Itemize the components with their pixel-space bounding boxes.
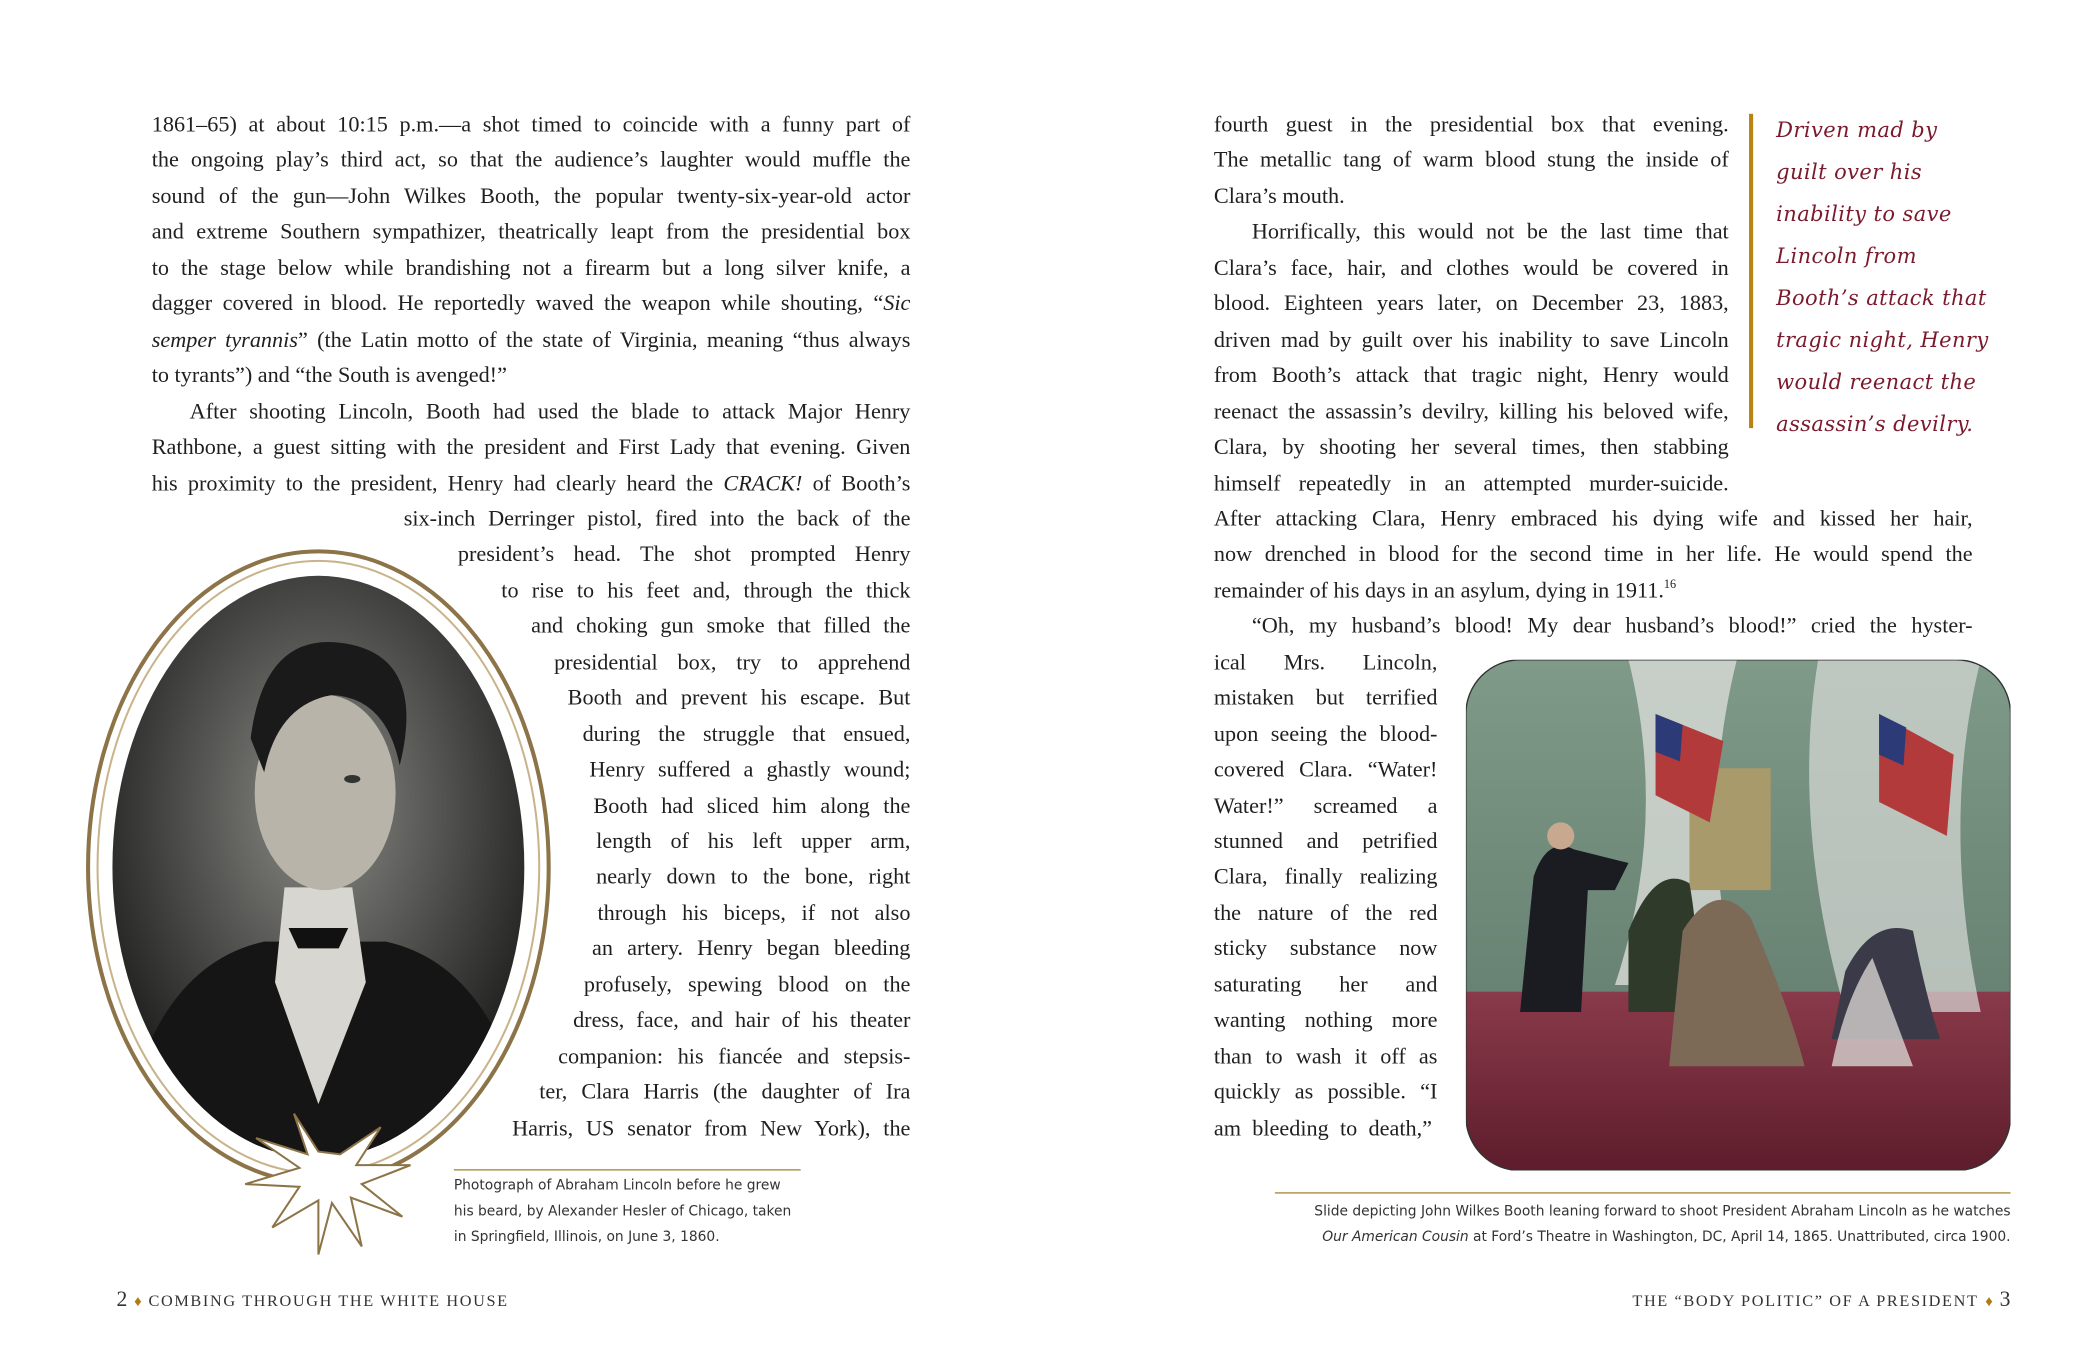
text-line — [573, 1007, 910, 1034]
text-line — [1214, 720, 1438, 747]
text-line — [1214, 1079, 1438, 1106]
text-line — [152, 326, 911, 353]
text-run: of Booth’s — [802, 469, 911, 496]
text-line — [152, 219, 911, 246]
text-run: Booth had sliced him along the — [593, 791, 911, 818]
right-caption-rule — [1275, 1192, 2011, 1193]
text-run: Henry suffered a ghastly wound; — [589, 756, 911, 782]
text-line — [596, 864, 910, 891]
text-run: 1861–65) at about 10:15 p.m.—a shot timed to coincide with a funny part of — [151, 111, 911, 137]
pull-quote-line: assassin’s devilry. — [1776, 411, 1974, 437]
text-line — [152, 290, 911, 317]
text-line — [592, 935, 910, 962]
text-line — [1214, 147, 1729, 174]
text-run: Slide depicting John Wilkes Booth leaning forward to shoot President Abraham Lincoln as he watches — [1314, 1204, 2011, 1220]
text-run: the ongoing play’s third act, so that the audience’s laughter would muffle the — [151, 146, 911, 173]
text-line — [1214, 864, 1438, 891]
text-line — [152, 183, 911, 210]
text-run: his proximity to the president, Henry had clearly heard the — [151, 469, 724, 496]
text-run: After attacking Clara, Henry embraced his dying wife and kissed her hair, — [1213, 505, 1973, 531]
text-run: covered Clara. “Water! — [1213, 756, 1438, 782]
text-line — [152, 254, 911, 281]
pull-quote-line: Lincoln from — [1776, 243, 1917, 269]
caption-line — [1219, 1225, 2010, 1251]
text-line — [1214, 1007, 1438, 1034]
text-run: saturating her and — [1213, 971, 1438, 997]
text-run: The metallic tang of warm blood stung the inside of — [1213, 146, 1729, 173]
text-line — [1214, 362, 1729, 389]
text-line — [1214, 505, 1973, 532]
text-run: to tyrants”) and “the South is avenged!” — [151, 361, 507, 388]
text-line — [589, 756, 910, 783]
pull-quote-line: Driven mad by — [1776, 117, 1938, 143]
text-run: than to wash it off as — [1213, 1042, 1438, 1069]
text-run: fourth guest in the presidential box that evening. — [1213, 111, 1729, 137]
text-line — [1214, 183, 1729, 210]
text-run: Our American Cousin — [1322, 1230, 1469, 1246]
text-run: the nature of the red — [1213, 899, 1438, 926]
text-line — [568, 684, 911, 711]
pull-quote-line: would reenact the — [1776, 369, 1977, 395]
text-line — [1214, 649, 1438, 676]
text-run: Sic — [883, 290, 911, 317]
caption-line — [454, 1173, 791, 1199]
caption-line — [454, 1199, 791, 1225]
booth-assassination-painting-image — [1466, 660, 2011, 1171]
text-run: Photograph of Abraham Lincoln before he grew — [453, 1178, 781, 1194]
text-run: an artery. Henry began bleeding — [592, 935, 911, 962]
lincoln-portrait-image — [61, 535, 576, 1273]
text-run: Horrifically, this would not be the last time that — [1251, 218, 1729, 245]
text-run: president’s head. The shot prompted Henry — [457, 541, 911, 567]
text-line — [1214, 792, 1438, 819]
text-run: six-inch Derringer pistol, fired into the back of the — [403, 505, 911, 531]
text-run: stunned and petrified — [1213, 827, 1438, 854]
text-line — [1214, 290, 1729, 317]
text-line — [1214, 469, 1729, 496]
text-line — [152, 362, 911, 389]
text-line — [597, 899, 910, 926]
text-run: to rise to his feet and, through the thick — [501, 576, 911, 603]
text-run: and choking gun smoke that filled the — [531, 612, 911, 639]
text-run: during the struggle that ensued, — [582, 720, 911, 747]
text-run: After shooting Lincoln, Booth had used the blade to attack Major Henry — [189, 397, 911, 424]
text-run: driven mad by guilt over his inability to save Lincoln — [1213, 326, 1729, 352]
right-image-caption — [1219, 1199, 2010, 1250]
left-caption-rule — [454, 1169, 801, 1170]
text-line — [190, 398, 911, 425]
text-run: Harris, US senator from New York), the — [512, 1114, 911, 1141]
page-number-left: 2 — [116, 1288, 128, 1312]
text-run: his beard, by Alexander Hesler of Chicago, taken — [453, 1204, 792, 1220]
text-run: length of his left upper arm, — [596, 827, 911, 854]
text-line — [1214, 541, 1973, 568]
caption-line — [1219, 1199, 2010, 1225]
footnote-ref: 16 — [1663, 576, 1677, 591]
text-line — [531, 613, 910, 640]
text-line — [539, 1079, 910, 1106]
text-run: mistaken but terrified — [1213, 684, 1438, 711]
pull-quote-line: tragic night, Henry — [1776, 327, 1989, 353]
text-line — [1214, 398, 1729, 425]
text-run: ical Mrs. Lincoln, — [1213, 648, 1438, 675]
text-line — [596, 828, 910, 855]
text-run: dress, face, and hair of his theater — [573, 1006, 911, 1033]
text-run: “Oh, my husband’s blood! My dear husband’s blood!” cried the hyster- — [1251, 612, 1973, 639]
text-run: himself repeatedly in an attempted murder-suicide. — [1213, 469, 1729, 496]
left-image-caption — [454, 1173, 791, 1250]
text-line — [1214, 254, 1729, 281]
text-run: Clara, by shooting her several times, then stabbing — [1213, 433, 1729, 460]
text-line — [1214, 111, 1729, 138]
text-line — [1214, 899, 1438, 926]
text-run: Clara’s face, hair, and clothes would be covered in — [1213, 254, 1729, 281]
text-line — [1214, 971, 1438, 998]
text-line — [1214, 434, 1729, 461]
diamond-icon: ♦ — [1985, 1293, 1993, 1311]
caption-line — [454, 1225, 791, 1251]
text-run: through his biceps, if not also — [597, 899, 911, 926]
text-run: sticky substance now — [1213, 935, 1438, 962]
text-line — [1214, 935, 1438, 962]
text-run: companion: his fiancée and stepsis- — [558, 1042, 911, 1069]
pull-quote-line: Booth’s attack that — [1776, 285, 1987, 311]
text-line — [558, 1043, 910, 1070]
running-head-left: COMBING THROUGH THE WHITE HOUSE — [148, 1291, 509, 1311]
text-line — [1214, 1043, 1438, 1070]
text-run: sound of the gun—John Wilkes Booth, the popular twenty-six-year-old actor — [151, 182, 911, 209]
text-run: in Springfield, Illinois, on June 3, 1860. — [453, 1230, 720, 1246]
text-run: wanting nothing more — [1213, 1006, 1438, 1033]
text-line — [554, 649, 910, 676]
text-line — [1252, 219, 1729, 246]
text-line — [593, 792, 910, 819]
text-run: remainder of his days in an asylum, dying in 1911. — [1213, 576, 1664, 603]
text-line — [1214, 577, 1973, 604]
text-line — [152, 147, 911, 174]
right-folio — [1632, 1288, 2010, 1312]
text-line — [1214, 684, 1438, 711]
text-run: reenact the assassin’s devilry, killing his beloved wife, — [1213, 397, 1729, 424]
text-run: from Booth’s attack that tragic night, Henry would — [1213, 361, 1729, 388]
text-line — [1214, 756, 1438, 783]
text-run: Water!” screamed a — [1213, 791, 1438, 818]
text-run: Rathbone, a guest sitting with the president and First Lady that evening. Given — [151, 433, 911, 460]
text-line — [1214, 326, 1729, 353]
text-run: CRACK! — [723, 469, 803, 496]
text-run: blood. Eighteen years later, on December 23, 1883, — [1213, 290, 1729, 317]
text-run: now drenched in blood for the second time in her life. He would spend the — [1213, 541, 1973, 567]
text-line — [1252, 613, 1973, 640]
left-folio — [117, 1288, 509, 1312]
text-line — [152, 111, 911, 138]
text-run: Booth and prevent his escape. But — [567, 684, 911, 711]
text-run: ter, Clara Harris (the daughter of Ira — [539, 1078, 911, 1105]
text-run: presidential box, try to apprehend — [554, 648, 911, 675]
text-run: and extreme Southern sympathizer, theatrically leapt from the presidential box — [151, 218, 911, 245]
text-line — [152, 469, 911, 496]
text-run: quickly as possible. “I — [1213, 1078, 1438, 1105]
page-number-right: 3 — [1999, 1288, 2011, 1312]
text-run: upon seeing the blood- — [1213, 720, 1438, 747]
text-line — [404, 505, 911, 532]
pull-quote-line: inability to save — [1776, 201, 1952, 227]
pull-quote-bar — [1749, 114, 1753, 428]
text-run: Clara, finally realizing — [1213, 863, 1438, 890]
text-run: nearly down to the bone, right — [596, 863, 911, 890]
text-line — [1214, 1114, 1432, 1141]
text-run: semper tyrannis — [151, 326, 298, 352]
text-run: dagger covered in blood. He reportedly waved the weapon while shouting, “ — [151, 290, 884, 317]
text-line — [1214, 828, 1438, 855]
text-line — [152, 434, 911, 461]
text-line — [584, 971, 911, 998]
diamond-icon: ♦ — [134, 1293, 142, 1311]
text-run: Clara’s mouth. — [1213, 182, 1345, 209]
text-run: am bleeding to death,” — [1213, 1114, 1433, 1141]
text-run: to the stage below while brandishing not a firearm but a long silver knife, a — [151, 254, 911, 281]
text-run: at Ford’s Theatre in Washington, DC, April 14, 1865. Unattributed, circa 1900. — [1468, 1230, 2011, 1246]
running-head-right: THE “BODY POLITIC” OF A PRESIDENT — [1632, 1291, 1979, 1311]
text-run: profusely, spewing blood on the — [583, 971, 911, 997]
pull-quote-line: guilt over his — [1776, 159, 1923, 185]
text-line — [583, 720, 911, 747]
text-run: ” (the Latin motto of the state of Virginia, meaning “thus always — [297, 326, 911, 352]
